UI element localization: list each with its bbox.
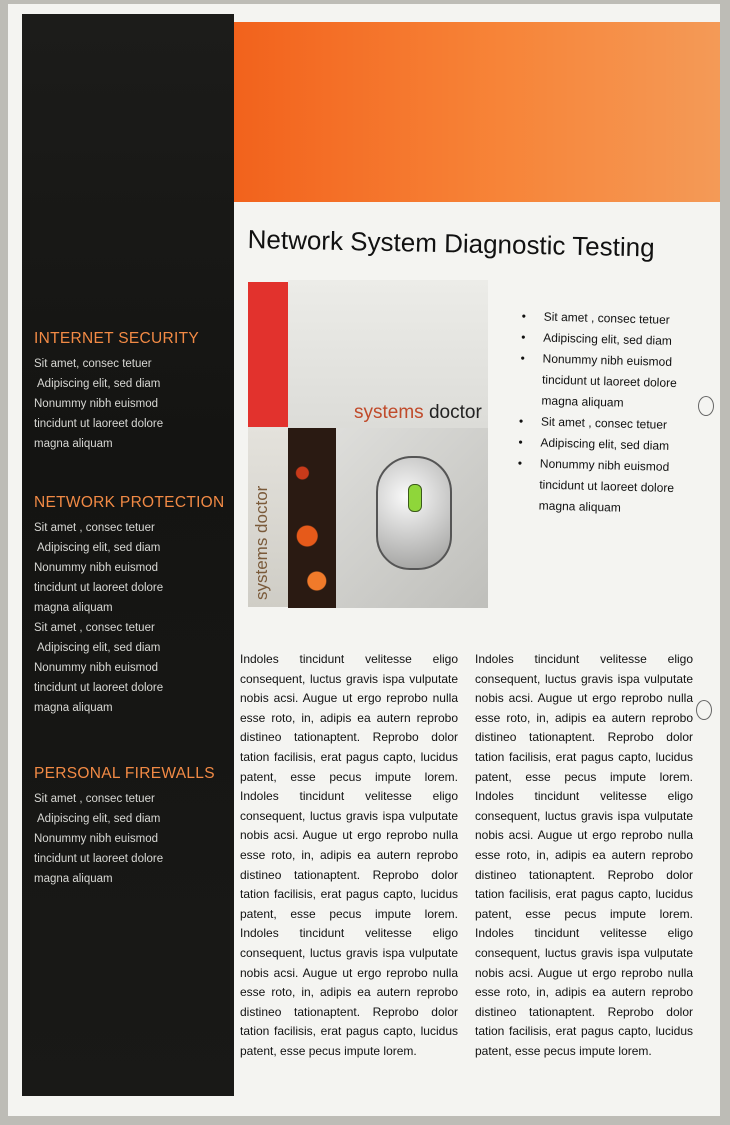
- sidebar-line: Adipiscing elit, sed diam: [37, 642, 161, 654]
- bullet-dot-icon: •: [517, 455, 523, 471]
- sidebar-heading: INTERNET SECURITY: [34, 330, 199, 347]
- sidebar-line: Sit amet , consec tetuer: [34, 793, 155, 805]
- sidebar-line: Adipiscing elit, sed diam: [37, 378, 161, 390]
- bullet-text: Nonummy nibh euismod tincidunt ut laoreet dolore magna aliquam: [541, 351, 677, 410]
- product-box-image: [248, 280, 488, 610]
- bullet-text: Sit amet , consec tetuer: [540, 414, 668, 432]
- bullet-dot-icon: •: [518, 434, 523, 450]
- mouse-wheel: [408, 484, 422, 512]
- sidebar-section-personal-firewalls: [34, 765, 230, 889]
- sidebar-line: Nonummy nibh euismod: [34, 662, 159, 674]
- sidebar-line: tincidunt ut laoreet dolore: [34, 682, 164, 694]
- sidebar-line: magna aliquam: [34, 602, 113, 614]
- box-bokeh-strip: [288, 428, 336, 608]
- bullet-text: Sit amet , consec tetuer: [543, 309, 670, 327]
- sidebar-section-internet-security: [34, 330, 230, 454]
- page-title: Network System Diagnostic Testing: [247, 224, 655, 263]
- sidebar-line: tincidunt ut laoreet dolore: [34, 853, 164, 865]
- computer-mouse-icon: [376, 456, 452, 570]
- bullet-item: [517, 453, 709, 521]
- body-column-left: Indoles tincidunt velitesse eligo consequent, luctus gravis ispa vulputate nobis acsi. Augue ut ergo reprobo nulla esse roto, in, adipis ea autern reprobo distineo tationaptent. Reprobo dolor tation facilisis, erat pagus capto, lucidus patent, esse pecus impute lorem. Indoles tincidunt velitesse eligo consequent, luctus gravis ispa vulputate nobis acsi. Augue ut ergo reprobo nulla esse roto, in, adipis ea autern reprobo distineo tationaptent. Reprobo dolor tation facilisis, erat pagus capto, lucidus patent, esse pecus impute lorem. Indoles tincidunt velitesse eligo consequent, luctus gravis ispa vulputate nobis acsi. Augue ut ergo reprobo nulla esse roto, in, adipis ea autern reprobo distineo tationaptent. Reprobo dolor tation facilisis, erat pagus capto, lucidus patent, esse pecus impute lorem.: [240, 652, 458, 1058]
- sidebar-line: tincidunt ut laoreet dolore: [34, 582, 164, 594]
- sidebar-line: Sit amet, consec tetuer: [34, 358, 152, 370]
- bullet-dot-icon: •: [521, 329, 526, 345]
- box-side-brand: systems doctor: [252, 485, 271, 600]
- body-column-right: Indoles tincidunt velitesse eligo consequent, luctus gravis ispa vulputate nobis acsi. Augue ut ergo reprobo nulla esse roto, in, adipis ea autern reprobo distineo tationaptent. Reprobo dolor tation facilisis, erat pagus capto, lucidus patent, esse pecus impute lorem. Indoles tincidunt velitesse eligo consequent, luctus gravis ispa vulputate nobis acsi. Augue ut ergo reprobo nulla esse roto, in, adipis ea autern reprobo distineo tationaptent. Reprobo dolor tation facilisis, erat pagus capto, lucidus patent, esse pecus impute lorem. Indoles tincidunt velitesse eligo consequent, luctus gravis ispa vulputate nobis acsi. Augue ut ergo reprobo nulla esse roto, in, adipis ea autern reprobo distineo tationaptent. Reprobo dolor tation facilisis, erat pagus capto, lucidus patent, esse pecus impute lorem.: [475, 652, 693, 1058]
- bullet-dot-icon: •: [518, 413, 524, 429]
- sidebar-line: Nonummy nibh euismod: [34, 398, 159, 410]
- sidebar-line: Sit amet , consec tetuer: [34, 622, 155, 634]
- sidebar-line: magna aliquam: [34, 873, 113, 885]
- sidebar-line: Nonummy nibh euismod: [34, 833, 159, 845]
- sidebar-section-network-protection: [34, 494, 230, 718]
- bullet-text: Adipiscing elit, sed diam: [542, 330, 673, 348]
- sidebar-line: Adipiscing elit, sed diam: [37, 813, 161, 825]
- sidebar-heading: PERSONAL FIREWALLS: [34, 765, 215, 782]
- bullet-text: Adipiscing elit, sed diam: [540, 435, 670, 453]
- sidebar-line: Nonummy nibh euismod: [34, 562, 159, 574]
- box-front-brand: [354, 402, 482, 424]
- box-brand-word-1: systems: [354, 402, 424, 423]
- sidebar-line: Adipiscing elit, sed diam: [37, 542, 161, 554]
- sidebar-heading: NETWORK PROTECTION: [34, 494, 225, 511]
- bullet-dot-icon: •: [521, 308, 527, 324]
- binder-hole: [696, 700, 712, 720]
- sidebar-line: tincidunt ut laoreet dolore: [34, 418, 164, 430]
- sidebar-line: magna aliquam: [34, 702, 113, 714]
- box-red-panel: [248, 282, 288, 427]
- sidebar-line: Sit amet , consec tetuer: [34, 522, 155, 534]
- sidebar-line: magna aliquam: [34, 438, 113, 450]
- box-brand-word-2: doctor: [428, 402, 482, 423]
- feature-bullet-list: [517, 306, 712, 521]
- bullet-dot-icon: •: [520, 350, 526, 366]
- bullet-item: [519, 348, 711, 416]
- binder-hole: [698, 396, 714, 416]
- header-orange-band: [232, 22, 720, 202]
- bullet-text: Nonummy nibh euismod tincidunt ut laoreet dolore magna aliquam: [538, 456, 675, 515]
